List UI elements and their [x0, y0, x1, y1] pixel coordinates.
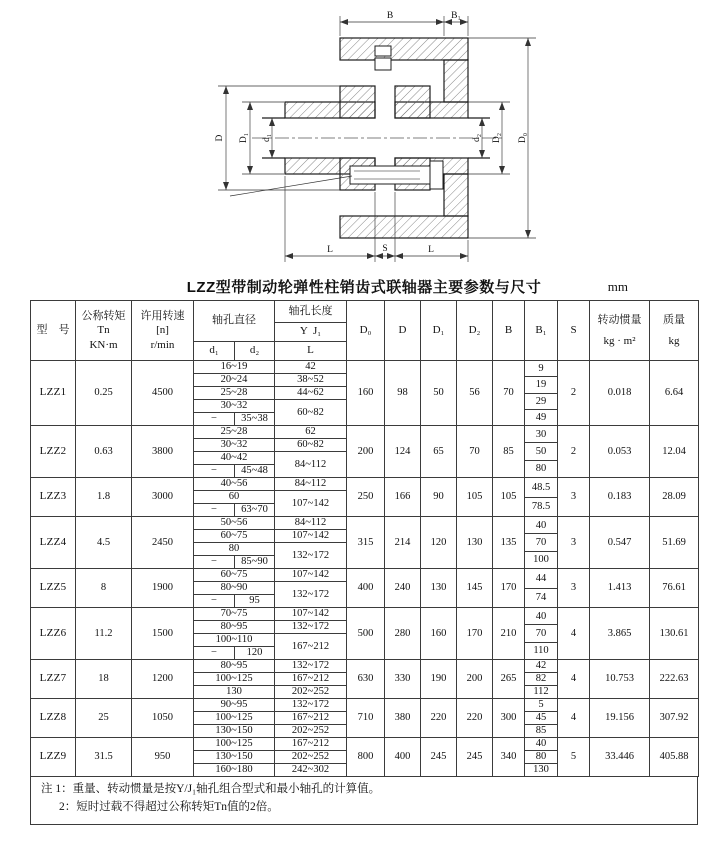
B1-value: 29 — [525, 393, 557, 409]
S-cell: 4 — [558, 660, 590, 699]
mass-cell: 6.64 — [650, 361, 699, 426]
torque-cell: 0.25 — [76, 361, 132, 426]
D1-cell: 120 — [421, 517, 457, 569]
header-torque-line2: Tn — [97, 324, 110, 337]
S-cell: 3 — [558, 517, 590, 569]
table-row — [31, 426, 699, 439]
length-cell: 132~172 — [275, 543, 347, 569]
notes-box — [30, 777, 698, 825]
D2-cell: 130 — [457, 517, 493, 569]
inertia-cell: 0.183 — [590, 478, 650, 517]
d2-cell: 95 — [235, 595, 275, 608]
dim-label-D0: D₀ — [518, 132, 528, 144]
d1-cell: − — [194, 465, 235, 478]
D1-cell: 190 — [421, 660, 457, 699]
length-cell: 84~112 — [275, 517, 347, 530]
length-cell: 202~252 — [275, 751, 347, 764]
D-cell: 240 — [385, 569, 421, 608]
D1-cell: 50 — [421, 361, 457, 426]
table-row — [31, 699, 699, 712]
B1-value: 19 — [525, 376, 557, 392]
speed-cell: 1500 — [132, 608, 194, 660]
B1-value: 70 — [525, 624, 557, 641]
B1-value: 110 — [525, 642, 557, 659]
bore-range-cell: 16~19 — [194, 361, 275, 374]
B1-value: 80 — [525, 750, 557, 763]
B1-value: 9 — [538, 363, 544, 375]
torque-cell: 8 — [76, 569, 132, 608]
length-cell: 44~62 — [275, 387, 347, 400]
D1-cell: 245 — [421, 738, 457, 777]
bore-range-cell: 20~24 — [194, 374, 275, 387]
D1-cell: 160 — [421, 608, 457, 660]
D-cell: 330 — [385, 660, 421, 699]
B-cell: 265 — [493, 660, 525, 699]
B1-value: 42 — [535, 660, 547, 672]
d2-cell: 85~90 — [235, 556, 275, 569]
model-cell: LZZ4 — [31, 517, 76, 569]
B1-stack — [525, 426, 557, 477]
D1-cell: 130 — [421, 569, 457, 608]
B1-stack — [525, 517, 557, 568]
inertia-cell: 1.413 — [590, 569, 650, 608]
B1-value: 40 — [535, 519, 547, 531]
D2-cell: 170 — [457, 608, 493, 660]
D0-cell: 500 — [347, 608, 385, 660]
model-cell: LZZ8 — [31, 699, 76, 738]
D1-cell: 65 — [421, 426, 457, 478]
B1-value: 80 — [525, 460, 557, 477]
length-cell: 107~142 — [275, 608, 347, 621]
header-speed-line2: [n] — [156, 324, 169, 337]
B1-value: 70 — [525, 533, 557, 550]
B1-value: 45 — [525, 711, 557, 724]
B1-value: 85 — [525, 724, 557, 737]
B-cell: 105 — [493, 478, 525, 517]
header-model: 型 号 — [31, 301, 76, 361]
B1-value: 112 — [525, 685, 557, 698]
header-inertia-line1: 转动惯量 — [597, 314, 642, 327]
inertia-cell: 10.753 — [590, 660, 650, 699]
length-cell: 202~252 — [275, 725, 347, 738]
d2-cell: 63~70 — [235, 504, 275, 517]
dim-label-L-left: L — [327, 245, 333, 255]
B-cell: 210 — [493, 608, 525, 660]
D0-cell: 630 — [347, 660, 385, 699]
bore-range-cell: 70~75 — [194, 608, 275, 621]
D2-cell: 245 — [457, 738, 493, 777]
d2-cell: 120 — [235, 647, 275, 660]
mass-cell: 130.61 — [650, 608, 699, 660]
length-cell: 60~82 — [275, 400, 347, 426]
dim-label-D2: D₂ — [492, 132, 502, 144]
D-cell: 214 — [385, 517, 421, 569]
B1-value: 100 — [525, 551, 557, 568]
D-cell: 280 — [385, 608, 421, 660]
table-row — [31, 478, 699, 491]
torque-cell: 4.5 — [76, 517, 132, 569]
bore-range-cell: 130~150 — [194, 751, 275, 764]
B1-value: 48.5 — [531, 481, 551, 493]
length-cell: 242~302 — [275, 764, 347, 777]
D2-cell: 145 — [457, 569, 493, 608]
bore-range-cell: 80~95 — [194, 621, 275, 634]
header-yj1: Y J₁ — [275, 323, 347, 342]
d2-cell: 45~48 — [235, 465, 275, 478]
model-cell: LZZ3 — [31, 478, 76, 517]
B1-value: 78.5 — [525, 497, 557, 517]
B1-value: 74 — [525, 588, 557, 608]
speed-cell: 4500 — [132, 361, 194, 426]
table-row — [31, 569, 699, 582]
header-speed-line3: r/min — [150, 338, 175, 351]
table-row — [31, 738, 699, 751]
bore-range-cell: 30~32 — [194, 400, 275, 413]
D2-cell: 105 — [457, 478, 493, 517]
bore-range-cell: 25~28 — [194, 387, 275, 400]
d2-cell: 35~38 — [235, 413, 275, 426]
header-D1: D₁ — [421, 301, 457, 361]
header-inertia-line2: kg · m² — [603, 334, 636, 347]
B1-cell — [525, 699, 558, 738]
header-D0: D₀ — [347, 301, 385, 361]
B1-stack — [525, 738, 557, 776]
torque-cell: 31.5 — [76, 738, 132, 777]
torque-cell: 18 — [76, 660, 132, 699]
B1-value: 130 — [525, 763, 557, 776]
length-cell: 84~112 — [275, 478, 347, 491]
length-cell: 84~112 — [275, 452, 347, 478]
inertia-cell: 0.053 — [590, 426, 650, 478]
B1-cell — [525, 517, 558, 569]
B-cell: 300 — [493, 699, 525, 738]
D0-cell: 710 — [347, 699, 385, 738]
B1-cell — [525, 608, 558, 660]
inertia-cell: 3.865 — [590, 608, 650, 660]
bore-range-cell: 100~110 — [194, 634, 275, 647]
model-cell: LZZ9 — [31, 738, 76, 777]
mass-cell: 222.63 — [650, 660, 699, 699]
coupling-section-drawing — [0, 0, 726, 274]
bore-range-cell: 60 — [194, 491, 275, 504]
bore-range-cell: 40~42 — [194, 452, 275, 465]
B1-value: 40 — [535, 738, 547, 750]
speed-cell: 1900 — [132, 569, 194, 608]
length-cell: 202~252 — [275, 686, 347, 699]
header-mass-line2: kg — [668, 334, 680, 347]
header-L: L — [275, 342, 347, 361]
D0-cell: 315 — [347, 517, 385, 569]
D-cell: 400 — [385, 738, 421, 777]
B1-stack — [525, 699, 557, 737]
header-D2: D₂ — [457, 301, 493, 361]
header-bore-diameter: 轴孔直径 — [194, 301, 275, 342]
header-D: D — [385, 301, 421, 361]
mass-cell: 28.09 — [650, 478, 699, 517]
D0-cell: 800 — [347, 738, 385, 777]
d1-cell: − — [194, 556, 235, 569]
mass-cell: 76.61 — [650, 569, 699, 608]
B-cell: 85 — [493, 426, 525, 478]
dim-label-L-right: L — [428, 245, 434, 255]
header-mass — [650, 301, 699, 361]
B-cell: 70 — [493, 361, 525, 426]
B1-stack — [525, 361, 557, 425]
d1-cell: − — [194, 413, 235, 426]
mass-cell: 12.04 — [650, 426, 699, 478]
B1-value: 5 — [538, 699, 544, 711]
S-cell: 5 — [558, 738, 590, 777]
D0-cell: 200 — [347, 426, 385, 478]
torque-cell: 25 — [76, 699, 132, 738]
header-mass-line1: 质量 — [663, 314, 685, 327]
header-speed-line1: 许用转速 — [140, 310, 185, 323]
table-body — [31, 361, 699, 777]
bore-range-cell: 100~125 — [194, 673, 275, 686]
dim-label-d2: d₂ — [472, 133, 482, 143]
mass-cell: 307.92 — [650, 699, 699, 738]
B1-stack — [525, 660, 557, 698]
speed-cell: 3000 — [132, 478, 194, 517]
table-row — [31, 660, 699, 673]
dim-label-D: D — [215, 134, 225, 142]
inertia-cell: 33.446 — [590, 738, 650, 777]
bore-range-cell: 80~90 — [194, 582, 275, 595]
B1-stack — [525, 569, 557, 607]
unit-label: mm — [607, 279, 628, 294]
B1-stack — [525, 478, 557, 516]
bore-range-cell: 40~56 — [194, 478, 275, 491]
bore-range-cell: 30~32 — [194, 439, 275, 452]
header-d2: d₂ — [235, 342, 275, 361]
bore-range-cell: 60~75 — [194, 569, 275, 582]
spec-table — [30, 300, 699, 777]
B1-value: 49 — [525, 409, 557, 425]
speed-cell: 1200 — [132, 660, 194, 699]
D2-cell: 200 — [457, 660, 493, 699]
d1-cell: − — [194, 647, 235, 660]
dim-label-B: B — [386, 11, 394, 21]
table-header — [31, 301, 699, 361]
model-cell: LZZ5 — [31, 569, 76, 608]
D1-cell: 90 — [421, 478, 457, 517]
header-S: S — [558, 301, 590, 361]
length-cell: 60~82 — [275, 439, 347, 452]
torque-cell: 11.2 — [76, 608, 132, 660]
bore-range-cell: 90~95 — [194, 699, 275, 712]
length-cell: 107~142 — [275, 491, 347, 517]
D2-cell: 56 — [457, 361, 493, 426]
dim-label-d1: d₁ — [262, 133, 272, 143]
bore-range-cell: 130 — [194, 686, 275, 699]
B1-value: 82 — [525, 672, 557, 685]
dim-label-B1: B₁ — [451, 11, 461, 21]
model-cell: LZZ7 — [31, 660, 76, 699]
B1-value: 44 — [535, 572, 547, 584]
dim-label-S: S — [382, 244, 388, 254]
length-cell: 42 — [275, 361, 347, 374]
table-row — [31, 517, 699, 530]
B1-value: 40 — [535, 610, 547, 622]
D-cell: 380 — [385, 699, 421, 738]
B1-cell — [525, 426, 558, 478]
header-d1: d₁ — [194, 342, 235, 361]
B1-cell — [525, 569, 558, 608]
length-cell: 38~52 — [275, 374, 347, 387]
D-cell: 124 — [385, 426, 421, 478]
d1-cell: − — [194, 595, 235, 608]
table-wrap — [30, 300, 698, 825]
header-torque-line1: 公称转矩 — [81, 310, 126, 323]
bore-range-cell: 100~125 — [194, 738, 275, 751]
title-bar — [30, 276, 698, 298]
model-cell: LZZ2 — [31, 426, 76, 478]
D1-cell: 220 — [421, 699, 457, 738]
length-cell: 167~212 — [275, 673, 347, 686]
bore-range-cell: 25~28 — [194, 426, 275, 439]
bore-range-cell: 80~95 — [194, 660, 275, 673]
dim-label-D1: D₁ — [239, 132, 249, 144]
speed-cell: 2450 — [132, 517, 194, 569]
model-cell: LZZ1 — [31, 361, 76, 426]
B1-cell — [525, 361, 558, 426]
d1-cell: − — [194, 504, 235, 517]
bore-range-cell: 50~56 — [194, 517, 275, 530]
length-cell: 167~212 — [275, 712, 347, 725]
mass-cell: 405.88 — [650, 738, 699, 777]
torque-cell: 1.8 — [76, 478, 132, 517]
D2-cell: 220 — [457, 699, 493, 738]
B1-cell — [525, 660, 558, 699]
S-cell: 3 — [558, 569, 590, 608]
bore-range-cell: 130~150 — [194, 725, 275, 738]
speed-cell: 950 — [132, 738, 194, 777]
length-cell: 62 — [275, 426, 347, 439]
B1-value: 30 — [535, 428, 547, 440]
length-cell: 132~172 — [275, 660, 347, 673]
header-inertia — [590, 301, 650, 361]
D0-cell: 400 — [347, 569, 385, 608]
header-bore-length: 轴孔长度 — [275, 301, 347, 323]
D0-cell: 160 — [347, 361, 385, 426]
table-row — [31, 361, 699, 374]
page-title: LZZ型带制动轮弹性柱销齿式联轴器主要参数与尺寸 — [186, 279, 542, 296]
length-cell: 167~212 — [275, 738, 347, 751]
S-cell: 3 — [558, 478, 590, 517]
header-torque — [76, 301, 132, 361]
bore-range-cell: 160~180 — [194, 764, 275, 777]
length-cell: 132~172 — [275, 621, 347, 634]
B1-cell — [525, 738, 558, 777]
B1-cell — [525, 478, 558, 517]
header-torque-line3: KN·m — [89, 338, 118, 351]
inertia-cell: 0.547 — [590, 517, 650, 569]
torque-cell: 0.63 — [76, 426, 132, 478]
D0-cell: 250 — [347, 478, 385, 517]
length-cell: 107~142 — [275, 530, 347, 543]
S-cell: 2 — [558, 361, 590, 426]
bore-range-cell: 80 — [194, 543, 275, 556]
header-speed — [132, 301, 194, 361]
bore-range-cell: 60~75 — [194, 530, 275, 543]
D2-cell: 70 — [457, 426, 493, 478]
B-cell: 135 — [493, 517, 525, 569]
header-B: B — [493, 301, 525, 361]
mass-cell: 51.69 — [650, 517, 699, 569]
length-cell: 132~172 — [275, 699, 347, 712]
length-cell: 167~212 — [275, 634, 347, 660]
D-cell: 98 — [385, 361, 421, 426]
B-cell: 170 — [493, 569, 525, 608]
S-cell: 4 — [558, 608, 590, 660]
S-cell: 2 — [558, 426, 590, 478]
speed-cell: 3800 — [132, 426, 194, 478]
D-cell: 166 — [385, 478, 421, 517]
header-B1: B₁ — [525, 301, 558, 361]
B1-stack — [525, 608, 557, 659]
inertia-cell: 0.018 — [590, 361, 650, 426]
length-cell: 107~142 — [275, 569, 347, 582]
inertia-cell: 19.156 — [590, 699, 650, 738]
B-cell: 340 — [493, 738, 525, 777]
note-line-2: 2：短时过载不得超过公称转矩Tn值的2倍。 — [59, 800, 279, 813]
S-cell: 4 — [558, 699, 590, 738]
model-cell: LZZ6 — [31, 608, 76, 660]
bore-range-cell: 100~125 — [194, 712, 275, 725]
B1-value: 50 — [525, 442, 557, 459]
length-cell: 132~172 — [275, 582, 347, 608]
table-row — [31, 608, 699, 621]
note-line-1: 注 1：重量、转动惯量是按Y/J₁轴孔组合型式和最小轴孔的计算值。 — [41, 783, 381, 795]
speed-cell: 1050 — [132, 699, 194, 738]
